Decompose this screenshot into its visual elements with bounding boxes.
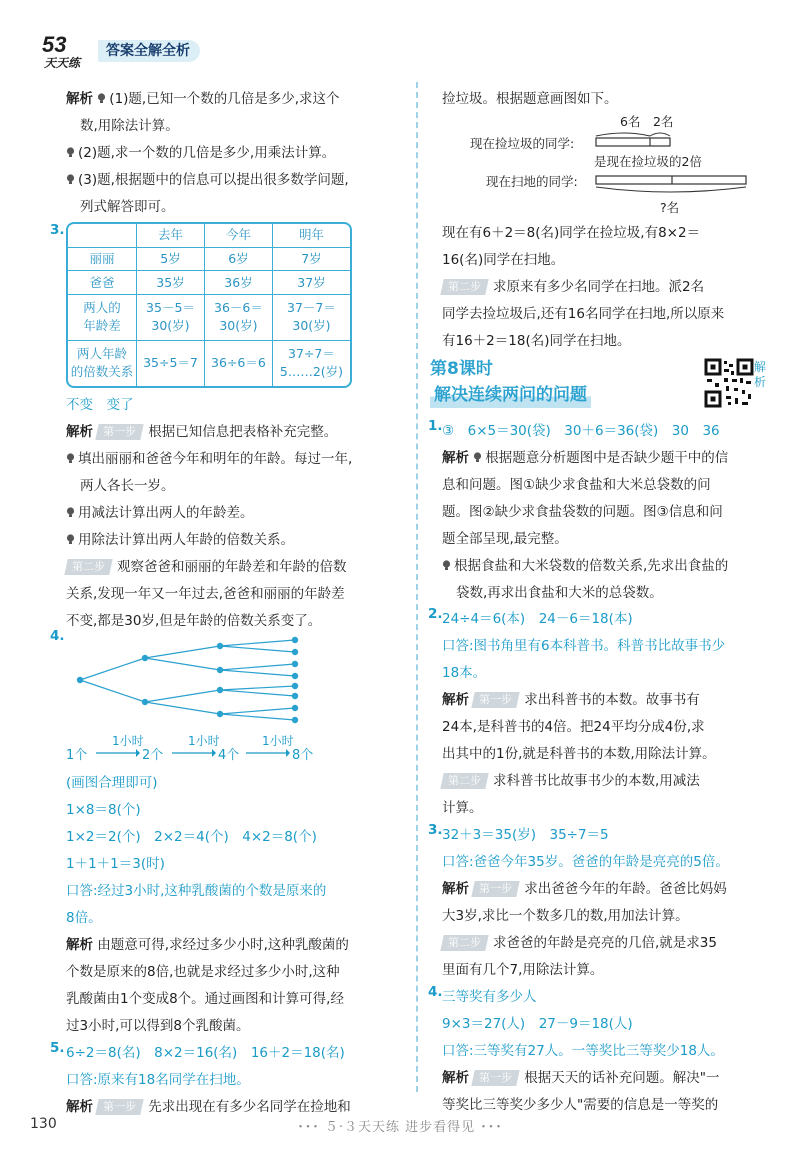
- footer-text: ５·３天天练 进步看得见: [324, 1120, 476, 1135]
- s2-body: [442, 606, 770, 822]
- question-number: 4.: [50, 628, 65, 644]
- analysis-text: 求原来有多少名同学在扫地。派2名: [493, 279, 705, 295]
- table-header-cell: 今年: [204, 224, 272, 247]
- flow-item: 4个: [218, 748, 240, 763]
- q4-body: [66, 770, 402, 1040]
- answer-text: 32＋3＝35(岁) 35÷7＝5: [442, 827, 609, 843]
- flow-item: 1个: [66, 748, 88, 763]
- analysis-text: 列式解答即可。: [80, 199, 175, 215]
- analysis-text: 根据食盐和大米袋数的倍数关系,先求出食盐的: [454, 558, 729, 574]
- table-cell: 爸爸: [68, 271, 137, 295]
- answer-text: 1×2＝2(个) 2×2＝4(个) 4×2＝8(个): [66, 829, 317, 845]
- analysis-keyword: 解析: [442, 1070, 469, 1086]
- bulb-icon: [66, 507, 75, 518]
- analysis-text: (1)题,已知一个数的几倍是多少,求这个: [109, 91, 340, 107]
- analysis-text: 观察爸爸和丽丽的年龄差和年龄的倍数: [117, 559, 347, 575]
- answer-text: 口答:原来有18名同学在扫地。: [66, 1072, 250, 1088]
- answer-text: (画图合理即可): [66, 775, 158, 791]
- analysis-text: (3)题,根据题中的信息可以提出很多数学问题,: [78, 172, 349, 188]
- age-table: [66, 222, 352, 388]
- answer-text: 口答:图书角里有6本科普书。科普书比故事书少: [442, 638, 726, 654]
- analysis-text: 不变,都是30岁,但是年龄的倍数关系变了。: [66, 613, 322, 629]
- arrow-right-icon: [246, 748, 290, 758]
- answer-text: 不变 变了: [66, 397, 134, 413]
- analysis-text: 求出科普书的本数。故事书有: [524, 692, 700, 708]
- analysis-text: 袋数,再求出食盐和大米的总袋数。: [456, 585, 663, 601]
- segment-diagram: [470, 112, 770, 216]
- analysis-text: 题。图②缺少求食盐袋数的问题。图③信息和问: [442, 504, 723, 520]
- analysis-text: 现在有6＋2＝8(名)同学在捡垃圾,有8×2＝: [442, 225, 701, 241]
- lesson-title: 解决连续两问的问题: [430, 382, 591, 408]
- growth-flow: [66, 732, 366, 768]
- table-cell: 两人的 年龄差: [68, 294, 137, 340]
- column-divider: [416, 82, 418, 1092]
- table-cell: 37岁: [272, 271, 350, 295]
- arrow-right-icon: [96, 748, 140, 758]
- analysis-text: 数,用除法计算。: [80, 118, 179, 134]
- table-cell: 6岁: [204, 247, 272, 271]
- bulb-icon: [97, 93, 106, 104]
- answer-text: 口答:爸爸今年35岁。爸爸的年龄是亮亮的5倍。: [442, 854, 729, 870]
- analysis-text: 个数是原来的8倍,也就是求经过多少小时,这种: [66, 964, 340, 980]
- table-cell: 37÷7＝ 5……2(岁): [272, 340, 350, 386]
- footer-slogan: ･･･ ５·３天天练 进步看得见 ･･･: [297, 1120, 503, 1135]
- qr-label: 解析: [754, 360, 767, 389]
- diagram-question: ?名: [660, 200, 680, 215]
- s1-body: [442, 418, 770, 607]
- analysis-text: 根据已知信息把表格补充完整。: [148, 424, 338, 440]
- answer-text: 1×8＝8(个): [66, 802, 141, 818]
- analysis-text: 乳酸菌由1个变成8个。通过画图和计算可得,经: [66, 991, 344, 1007]
- analysis-text: 填出丽丽和爸爸今年和明年的年龄。每过一年,: [78, 451, 353, 467]
- diagram-label: 现在扫地的同学:: [486, 174, 578, 189]
- table-cell: 36岁: [204, 271, 272, 295]
- analysis-text: 求科普书比故事书少的本数,用减法: [493, 773, 700, 789]
- lesson-heading: [430, 356, 670, 408]
- question-number: 4.: [428, 984, 443, 1000]
- analysis-keyword: 解析: [442, 450, 469, 466]
- table-cell: 两人年龄 的倍数关系: [68, 340, 137, 386]
- answer-text: 口答:经过3小时,这种乳酸菌的个数是原来的: [66, 883, 327, 899]
- qr-code-icon[interactable]: [704, 358, 754, 408]
- right-column: [442, 86, 770, 113]
- arrow-right-icon: [172, 748, 216, 758]
- analysis-keyword: 解析: [66, 937, 93, 953]
- step-badge: 第一步: [472, 881, 520, 897]
- analysis-text: 计算。: [442, 800, 483, 816]
- step-badge: 第一步: [472, 692, 520, 708]
- analysis-text: 求爸爸的年龄是亮亮的几倍,就是求35: [493, 935, 717, 951]
- page-header: [40, 30, 440, 70]
- segment-bar-pickup: [594, 128, 674, 152]
- step-badge: 第一步: [472, 1070, 520, 1086]
- table-header-cell: 去年: [137, 224, 205, 247]
- analysis-keyword: 解析: [66, 1099, 93, 1115]
- question-number: 2.: [428, 606, 443, 622]
- analysis-text: 16(名)同学在扫地。: [442, 252, 565, 268]
- table-cell: 35岁: [137, 271, 205, 295]
- analysis-text: 有16＋2＝18(名)同学在扫地。: [442, 333, 631, 349]
- analysis-text: 根据题意分析题图中是否缺少题干中的信: [485, 450, 729, 466]
- flow-hour: 1小时: [262, 734, 294, 748]
- step-badge: 第二步: [440, 279, 488, 295]
- analysis-text: (2)题,求一个数的几倍是多少,用乘法计算。: [78, 145, 336, 161]
- table-cell: 5岁: [137, 247, 205, 271]
- answer-text: 三等奖有多少人: [442, 989, 537, 1005]
- bulb-icon: [442, 560, 451, 571]
- table-header-cell: [68, 224, 137, 247]
- q5-body: [66, 1040, 402, 1121]
- table-cell: 7岁: [272, 247, 350, 271]
- step-badge: 第二步: [64, 559, 112, 575]
- analysis-text: 用除法计算出两人年龄的倍数关系。: [78, 532, 294, 548]
- table-header-cell: 明年: [272, 224, 350, 247]
- bulb-icon: [66, 174, 75, 185]
- table-cell: 36－6＝ 30(岁): [204, 294, 272, 340]
- analysis-text: 出其中的1份,就是科普书的本数,用除法计算。: [442, 746, 716, 762]
- bulb-icon: [66, 534, 75, 545]
- analysis-text: 根据天天的话补充问题。解决"一: [524, 1070, 720, 1086]
- question-number: 3.: [428, 822, 443, 838]
- answer-text: 24÷4＝6(本) 24－6＝18(本): [442, 611, 633, 627]
- analysis-text: 等奖比三等奖少多少人"需要的信息是一等奖的: [442, 1097, 719, 1113]
- segment-bar-sweep: [594, 170, 754, 198]
- analysis-text: 两人各长一岁。: [80, 478, 175, 494]
- analysis-text: 息和问题。图①缺少求食盐和大米总袋数的问: [442, 477, 711, 493]
- answer-text: 1＋1＋1＝3(时): [66, 856, 165, 872]
- answer-text: 6÷2＝8(名) 8×2＝16(名) 16＋2＝18(名): [66, 1045, 345, 1061]
- answer-text: 口答:三等奖有27人。一等奖比三等奖少18人。: [442, 1043, 724, 1059]
- table-cell: 35÷5＝7: [137, 340, 205, 386]
- analysis-text: 关系,发现一年又一年过去,爸爸和丽丽的年龄差: [66, 586, 345, 602]
- question-number: 5.: [50, 1040, 65, 1056]
- analysis-text: 24本,是科普书的4倍。把24平均分成4份,求: [442, 719, 705, 735]
- q5-continued: [442, 220, 770, 355]
- q3-analysis: [66, 392, 402, 635]
- s4-body: [442, 984, 770, 1119]
- lesson-number: 第8课时: [430, 359, 493, 379]
- analysis-text: 大3岁,求比一个数多几的数,用加法计算。: [442, 908, 689, 924]
- analysis-text: 题全部呈现,最完整。: [442, 531, 568, 547]
- svg-text:53: 53: [42, 32, 67, 57]
- svg-text:天天练: 天天练: [44, 56, 81, 70]
- bulb-icon: [66, 453, 75, 464]
- brand-logo: [40, 30, 96, 70]
- answer-text: 18本。: [442, 665, 487, 681]
- question-number: 1.: [428, 418, 443, 434]
- diagram-label: 现在捡垃圾的同学:: [470, 136, 575, 151]
- analysis-text: 求出爸爸今年的年龄。爸爸比妈妈: [524, 881, 727, 897]
- table-cell: 35－5＝ 30(岁): [137, 294, 205, 340]
- analysis-text: 里面有几个7,用除法计算。: [442, 962, 604, 978]
- analysis-text: 先求出现在有多少名同学在捡地和: [148, 1099, 351, 1115]
- table-cell: 37－7＝ 30(岁): [272, 294, 350, 340]
- analysis-keyword: 解析: [66, 91, 93, 107]
- table-cell: 丽丽: [68, 247, 137, 271]
- page-number: 130: [30, 1116, 57, 1132]
- analysis-text: 由题意可得,求经过多少小时,这种乳酸菌的: [97, 937, 349, 953]
- bacteria-tree-diagram: [70, 630, 310, 730]
- flow-item: 2个: [142, 748, 164, 763]
- analysis-text: 过3小时,可以得到8个乳酸菌。: [66, 1018, 250, 1034]
- diagram-top-label: 6名 2名: [620, 114, 674, 129]
- analysis-keyword: 解析: [442, 692, 469, 708]
- header-label: 答案全解全析: [98, 40, 200, 62]
- step-badge: 第一步: [96, 424, 144, 440]
- table-cell: 36÷6＝6: [204, 340, 272, 386]
- s3-body: [442, 822, 770, 984]
- flow-item: 8个: [292, 748, 314, 763]
- flow-hour: 1小时: [188, 734, 220, 748]
- answer-text: 8倍。: [66, 910, 102, 926]
- flow-hour: 1小时: [112, 734, 144, 748]
- answer-text: ③ 6×5＝30(袋) 30＋6＝36(袋) 30 36: [442, 423, 720, 439]
- step-badge: 第一步: [96, 1099, 144, 1115]
- analysis-keyword: 解析: [442, 881, 469, 897]
- analysis-keyword: 解析: [66, 424, 93, 440]
- analysis-text: 用减法计算出两人的年龄差。: [78, 505, 254, 521]
- question-number: 3.: [50, 222, 65, 238]
- step-badge: 第二步: [440, 935, 488, 951]
- answer-text: 9×3＝27(人) 27－9＝18(人): [442, 1016, 633, 1032]
- bulb-icon: [66, 147, 75, 158]
- bulb-icon: [473, 452, 482, 463]
- analysis-text: 同学去捡垃圾后,还有16名同学在扫地,所以原来: [442, 306, 725, 322]
- step-badge: 第二步: [440, 773, 488, 789]
- diagram-mid-label: 是现在捡垃圾的2倍: [594, 154, 702, 169]
- analysis-text: 捡垃圾。根据题意画图如下。: [442, 91, 618, 107]
